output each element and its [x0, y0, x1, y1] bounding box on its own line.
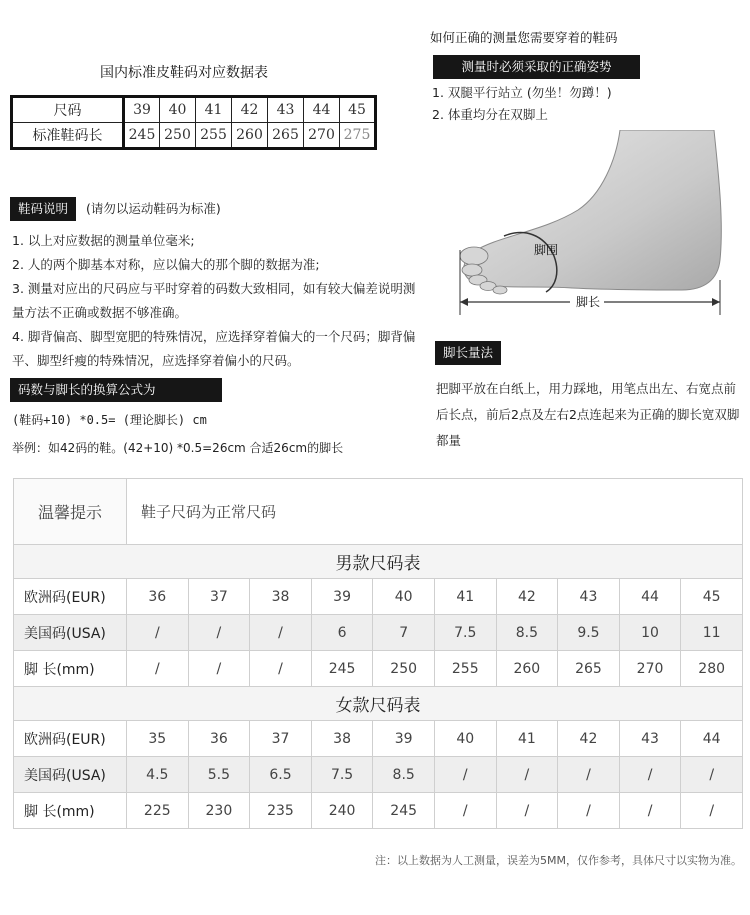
- men-eur-cell: 40: [373, 579, 435, 615]
- formula-tag: 码数与脚长的换算公式为: [10, 378, 222, 402]
- women-eur-cell: 38: [311, 721, 373, 757]
- std-size-cell: 39: [124, 97, 160, 123]
- size-note-item: 4. 脚背偏高、脚型宽肥的特殊情况，应选择穿着偏大的一个尺码；脚背偏平、脚型纤瘦的特殊情况，应选择穿着偏小的尺码。: [12, 329, 416, 368]
- men-length-cell: 245: [311, 651, 373, 687]
- size-chart-table: [13, 478, 743, 829]
- women-usa-cell: 7.5: [311, 757, 373, 793]
- posture-tag: 测量时必须采取的正确姿势: [433, 55, 640, 79]
- std-size-table: [10, 95, 377, 150]
- size-notes-hint: (请勿以运动鞋码为标准): [86, 201, 221, 216]
- std-length-label: 标准鞋码长: [12, 123, 124, 149]
- men-length-cell: /: [127, 651, 189, 687]
- std-size-cell: 41: [196, 97, 232, 123]
- women-eur-cell: 41: [496, 721, 558, 757]
- std-length-cell: 245: [124, 123, 160, 149]
- women-length-cell: /: [558, 793, 620, 829]
- size-note-item: 3. 测量对应出的尺码应与平时穿着的码数大致相同，如有较大偏差说明测量方法不正确或数据不够准确。: [12, 281, 416, 320]
- men-length-label: 脚 长(mm): [14, 651, 127, 687]
- posture-item: 1. 双腿平行站立 (勿坐！勿蹲！): [432, 85, 612, 100]
- women-title-row: [14, 687, 743, 721]
- women-usa-cell: /: [434, 757, 496, 793]
- men-usa-label: 美国码(USA): [14, 615, 127, 651]
- tip-label: 温馨提示: [14, 479, 127, 545]
- men-eur-cell: 39: [311, 579, 373, 615]
- std-size-label: 尺码: [12, 97, 124, 123]
- women-usa-cell: /: [558, 757, 620, 793]
- women-length-cell: /: [434, 793, 496, 829]
- foot-shape: [464, 130, 722, 290]
- women-eur-cell: 40: [434, 721, 496, 757]
- men-usa-cell: 8.5: [496, 615, 558, 651]
- arrowhead-right-icon: [712, 298, 720, 306]
- women-usa-cell: 5.5: [188, 757, 250, 793]
- std-size-cell: 44: [304, 97, 340, 123]
- measure-question: 如何正确的测量您需要穿着的鞋码: [430, 30, 618, 45]
- arrowhead-left-icon: [460, 298, 468, 306]
- men-eur-row: [14, 579, 743, 615]
- men-eur-cell: 44: [619, 579, 681, 615]
- women-eur-cell: 44: [681, 721, 743, 757]
- women-length-cell: 235: [250, 793, 312, 829]
- std-size-cell: 42: [232, 97, 268, 123]
- tip-value: 鞋子尺码为正常尺码: [127, 479, 743, 545]
- size-note-item: 1. 以上对应数据的测量单位毫米;: [12, 233, 195, 248]
- posture-list: [432, 82, 612, 126]
- men-eur-cell: 45: [681, 579, 743, 615]
- std-length-cell: 250: [160, 123, 196, 149]
- women-usa-cell: /: [681, 757, 743, 793]
- men-eur-cell: 36: [127, 579, 189, 615]
- women-length-cell: 225: [127, 793, 189, 829]
- disclaimer-note: 注：以上数据为人工测量，误差为5MM，仅作参考，具体尺寸以实物为准。: [375, 854, 742, 867]
- men-usa-cell: /: [127, 615, 189, 651]
- women-eur-cell: 43: [619, 721, 681, 757]
- men-length-cell: 260: [496, 651, 558, 687]
- men-usa-cell: /: [188, 615, 250, 651]
- women-length-cell: 245: [373, 793, 435, 829]
- women-length-cell: /: [619, 793, 681, 829]
- std-length-row: [12, 123, 376, 149]
- women-eur-cell: 39: [373, 721, 435, 757]
- women-eur-cell: 35: [127, 721, 189, 757]
- men-usa-cell: 7.5: [434, 615, 496, 651]
- men-length-row: [14, 651, 743, 687]
- women-eur-label: 欧洲码(EUR): [14, 721, 127, 757]
- women-eur-cell: 37: [250, 721, 312, 757]
- std-length-cell: 265: [268, 123, 304, 149]
- women-length-cell: 230: [188, 793, 250, 829]
- std-size-cell: 43: [268, 97, 304, 123]
- foot-length-method-tag: 脚长量法: [435, 341, 501, 365]
- men-usa-row: [14, 615, 743, 651]
- std-length-cell: 260: [232, 123, 268, 149]
- women-usa-label: 美国码(USA): [14, 757, 127, 793]
- men-eur-label: 欧洲码(EUR): [14, 579, 127, 615]
- women-usa-cell: 6.5: [250, 757, 312, 793]
- men-usa-cell: 10: [619, 615, 681, 651]
- women-eur-cell: 42: [558, 721, 620, 757]
- men-length-cell: 270: [619, 651, 681, 687]
- women-chart-title: 女款尺码表: [14, 687, 743, 721]
- men-usa-cell: 7: [373, 615, 435, 651]
- men-title-row: [14, 545, 743, 579]
- size-notes-list: [12, 229, 417, 373]
- men-length-cell: /: [250, 651, 312, 687]
- women-usa-row: [14, 757, 743, 793]
- std-size-cell: 45: [340, 97, 376, 123]
- women-usa-cell: 4.5: [127, 757, 189, 793]
- foot-length-method-text: 把脚平放在白纸上，用力踩地，用笔点出左、右宽点前后长点，前后2点及左右2点连起来为正确的脚长宽双脚都量: [436, 381, 740, 448]
- women-length-row: [14, 793, 743, 829]
- men-usa-cell: /: [250, 615, 312, 651]
- toe: [462, 264, 482, 276]
- std-length-cell: 275: [340, 123, 376, 149]
- women-eur-row: [14, 721, 743, 757]
- length-label: 脚长: [576, 295, 601, 309]
- men-length-cell: 280: [681, 651, 743, 687]
- women-usa-cell: /: [496, 757, 558, 793]
- posture-item: 2. 体重均分在双脚上: [432, 107, 548, 122]
- men-usa-cell: 11: [681, 615, 743, 651]
- men-usa-cell: 6: [311, 615, 373, 651]
- men-eur-cell: 41: [434, 579, 496, 615]
- girth-label: 脚围: [534, 243, 559, 257]
- women-length-cell: /: [496, 793, 558, 829]
- women-eur-cell: 36: [188, 721, 250, 757]
- std-length-cell: 270: [304, 123, 340, 149]
- std-length-cell: 255: [196, 123, 232, 149]
- men-length-cell: /: [188, 651, 250, 687]
- size-notes-tag: 鞋码说明: [10, 197, 76, 221]
- std-size-cell: 40: [160, 97, 196, 123]
- women-usa-cell: 8.5: [373, 757, 435, 793]
- tip-row: [14, 479, 743, 545]
- women-length-cell: 240: [311, 793, 373, 829]
- men-eur-cell: 42: [496, 579, 558, 615]
- men-eur-cell: 43: [558, 579, 620, 615]
- men-eur-cell: 38: [250, 579, 312, 615]
- toe: [460, 247, 488, 265]
- women-length-label: 脚 长(mm): [14, 793, 127, 829]
- toe: [493, 286, 507, 294]
- formula-text: (鞋码+10) *0.5= (理论脚长) cm: [12, 413, 207, 427]
- std-table-title: 国内标准皮鞋码对应数据表: [100, 65, 268, 81]
- men-length-cell: 255: [434, 651, 496, 687]
- women-length-cell: /: [681, 793, 743, 829]
- men-chart-title: 男款尺码表: [14, 545, 743, 579]
- men-usa-cell: 9.5: [558, 615, 620, 651]
- men-eur-cell: 37: [188, 579, 250, 615]
- women-usa-cell: /: [619, 757, 681, 793]
- men-length-cell: 250: [373, 651, 435, 687]
- foot-illustration: [452, 130, 732, 330]
- size-note-item: 2. 人的两个脚基本对称，应以偏大的那个脚的数据为准;: [12, 257, 320, 272]
- formula-example: 举例：如42码的鞋。(42+10) *0.5=26cm 合适26cm的脚长: [12, 441, 344, 455]
- std-size-row: [12, 97, 376, 123]
- men-length-cell: 265: [558, 651, 620, 687]
